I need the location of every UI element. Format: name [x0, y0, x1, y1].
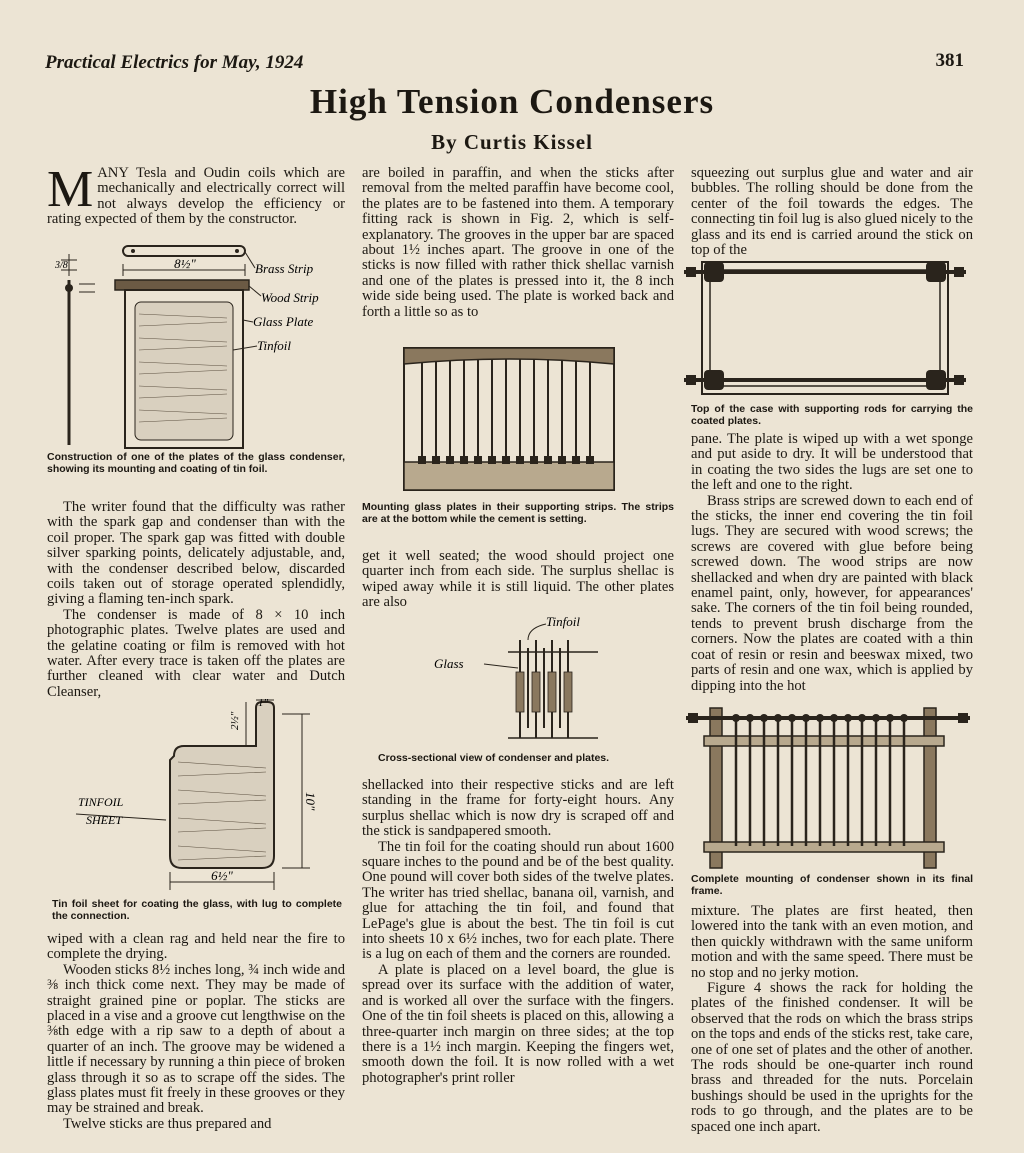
label-tinfoil-sheet: SHEET	[86, 813, 122, 827]
paragraph: MANY Tesla and Oudin coils which are mechanically and electrically correct will not always develop the efficiency or rating expected of them by the constructor.	[47, 161, 345, 228]
caption-fig1: Construction of one of the plates of the glass condenser, showing its mounting and coating of tin foil.	[47, 451, 345, 475]
column-3-top	[691, 166, 973, 258]
label-tinfoil: Tinfoil	[257, 338, 291, 353]
dimension-label: 2½"	[229, 711, 241, 730]
paragraph: The writer found that the difficulty was rather with the spark gap and condenser than with the coil proper. The spark gap was fitted with double silver sparking points, delicately adjustable, and, with the condenser described below, discarded coils taken out of storage operated splendidly, giving a flaming ten-inch spark.	[47, 499, 345, 608]
paragraph: Wooden sticks 8½ inches long, ¾ inch wide and ⅜ inch thick come next. They may be made of straight grained pine or poplar. The sticks are placed in a vise and a groove cut lengthwise on the ⅜th edge with a rip saw to a depth of about a quarter of an inch. The groove may be widened a little if necessary by running a thin piece of broken glass through it so as to scrape off the sides. The glass plates must fit freely in these grooves or they may be strained and break.	[47, 961, 345, 1117]
label-glass: Glass	[434, 656, 464, 671]
caption-tinfoil-sheet: Tin foil sheet for coating the glass, with lug to complete the connection.	[52, 898, 342, 922]
article-title: High Tension Condensers	[309, 82, 715, 121]
paragraph: pane. The plate is wiped up with a wet sponge and put aside to dry. It will be understood that in coating the two sides the lugs are set one to the left and one to the right.	[691, 431, 973, 494]
label-glass-plate: Glass Plate	[253, 314, 314, 329]
caption-fig2: Mounting glass plates in their supporting strips. The strips are at the bottom while the cement is setting.	[362, 501, 674, 525]
dimension-label: 10"	[303, 792, 318, 811]
caption-fig4: Complete mounting of condenser shown in its final frame.	[691, 873, 973, 897]
drop-cap: M	[47, 161, 94, 218]
paragraph: squeezing out surplus glue and water and air bubbles. The rolling should be done from the center of the foil towards the edges. The connecting tin foil lug is also glued nicely to the glass and its end is carried around the stick on top of the	[691, 165, 973, 259]
caption-case-top: Top of the case with supporting rods for carrying the coated plates.	[691, 403, 973, 427]
page-number: 381	[935, 50, 964, 71]
paragraph: are boiled in paraffin, and when the sticks after removal from the melted paraffin have become cool, the plates are to be fastened into them. A temporary fitting rack is shown in Fig. 2, which is self-explanatory. The grooves in the upper bar are spaced about 1½ inches apart. The groove in one of the sticks is now filled with rather thick shellac varnish and one of the plates is pressed into it, the 8 inch wide side being used. The plate is worked back and forth a little so as to	[362, 165, 674, 320]
column-2-bottom	[362, 778, 674, 1086]
dimension-label: 3/8	[55, 260, 68, 271]
paragraph: mixture. The plates are first heated, then lowered into the tank with an even motion, and then quickly withdrawn with the same uniform motion and with the same speed. There must be no stop and no jerky motion.	[691, 903, 973, 981]
figure-tinfoil-sheet	[70, 696, 340, 896]
paragraph: The tin foil for the coating should run about 1600 square inches to the pound and be of the best quality. One pound will cover both sides of the twelve plates. The writer has tried shellac, banana oil, varnish, and glue for attaching the tin foil, and found that LePage's glue is about the best. The tin foil is cut into sheets 10 x 6½ inches, two for each plate. There is a lug on each of them and the corners are rounded.	[362, 838, 674, 963]
label-tinfoil-sheet: TINFOIL	[78, 795, 124, 809]
figure-cross-section	[420, 612, 630, 742]
label-tinfoil: Tinfoil	[546, 614, 580, 629]
dimension-label: 1"	[257, 697, 269, 709]
column-3-bottom	[691, 904, 973, 1135]
paragraph: wiped with a clean rag and held near the fire to complete the drying.	[47, 931, 345, 963]
figure-case-top	[682, 256, 972, 402]
running-header: Practical Electrics for May, 1924	[45, 52, 304, 73]
label-wood-strip: Wood Strip	[261, 290, 319, 305]
dimension-label: 8½"	[174, 256, 196, 271]
column-1-top	[47, 161, 345, 228]
paragraph: shellacked into their respective sticks and are left standing in the frame for forty-eight hours. Any surplus shellac which is now dry is scraped off and the stick is sandpapered smooth.	[362, 777, 674, 840]
figure-fitting-rack	[400, 344, 620, 496]
article-byline: By Curtis Kissel	[431, 130, 593, 154]
column-2-top	[362, 166, 674, 320]
paragraph: A plate is placed on a level board, the glue is spread over its surface with the addition of water, and is worked all over the surface with the fingers. One of the tin foil sheets is placed on this, allowing a three-quarter inch margin on three sides; at the top there is a 1½ inch margin. Keeping the fingers wet, smooth down the foil. It is now rolled with a wet photographer's print roller	[362, 961, 674, 1086]
figure-final-frame	[684, 706, 974, 872]
paragraph: Twelve sticks are thus prepared and	[63, 1115, 272, 1132]
paragraph: Brass strips are screwed down to each end of the sticks, the inner end covering the tin foil lugs. They are secured with wood screws; the screws are covered with glue before being screwed down. The wood strips are now shellacked and when dry are painted with black enamel paint, only, however, for appearances' sake. The corners of the tin foil being rounded, tends to prevent brush discharge from the corners. Now the plates are coated with a thin coat of resin or resin and beeswax mixed, two parts of resin and one wax, which is applied by dipping into the hot	[691, 492, 973, 694]
paragraph: The condenser is made of 8 × 10 inch photographic plates. Twelve plates are used and the gelatine coating or film is removed with hot water. After every trace is taken off the plates are further cleaned with clear water and Dutch Cleanser,	[47, 606, 345, 700]
column-2-middle	[362, 549, 674, 611]
column-1-bottom	[47, 932, 345, 1132]
figure-plate-construction	[55, 240, 345, 450]
column-1-middle	[47, 500, 345, 700]
dimension-label: 6½"	[211, 868, 233, 883]
paragraph: Figure 4 shows the rack for holding the plates of the finished condenser. It will be observed that the rods on which the brass strips on the tops and ends of the sticks rest, take care, one of one set of plates and the other of another. The rods should be one-quarter inch round brass and threaded for the nuts. Porcelain bushings should be used in the uprights for the rods to go through, and the plates are to be spaced one inch apart.	[691, 980, 973, 1135]
caption-fig3: Cross-sectional view of condenser and plates.	[378, 752, 610, 764]
label-brass-strip: Brass Strip	[255, 261, 314, 276]
paragraph: get it well seated; the wood should project one quarter inch from each side. The surplus shellac is wiped away while it is still liquid. The other plates are also	[362, 548, 674, 611]
column-3-middle	[691, 432, 973, 694]
